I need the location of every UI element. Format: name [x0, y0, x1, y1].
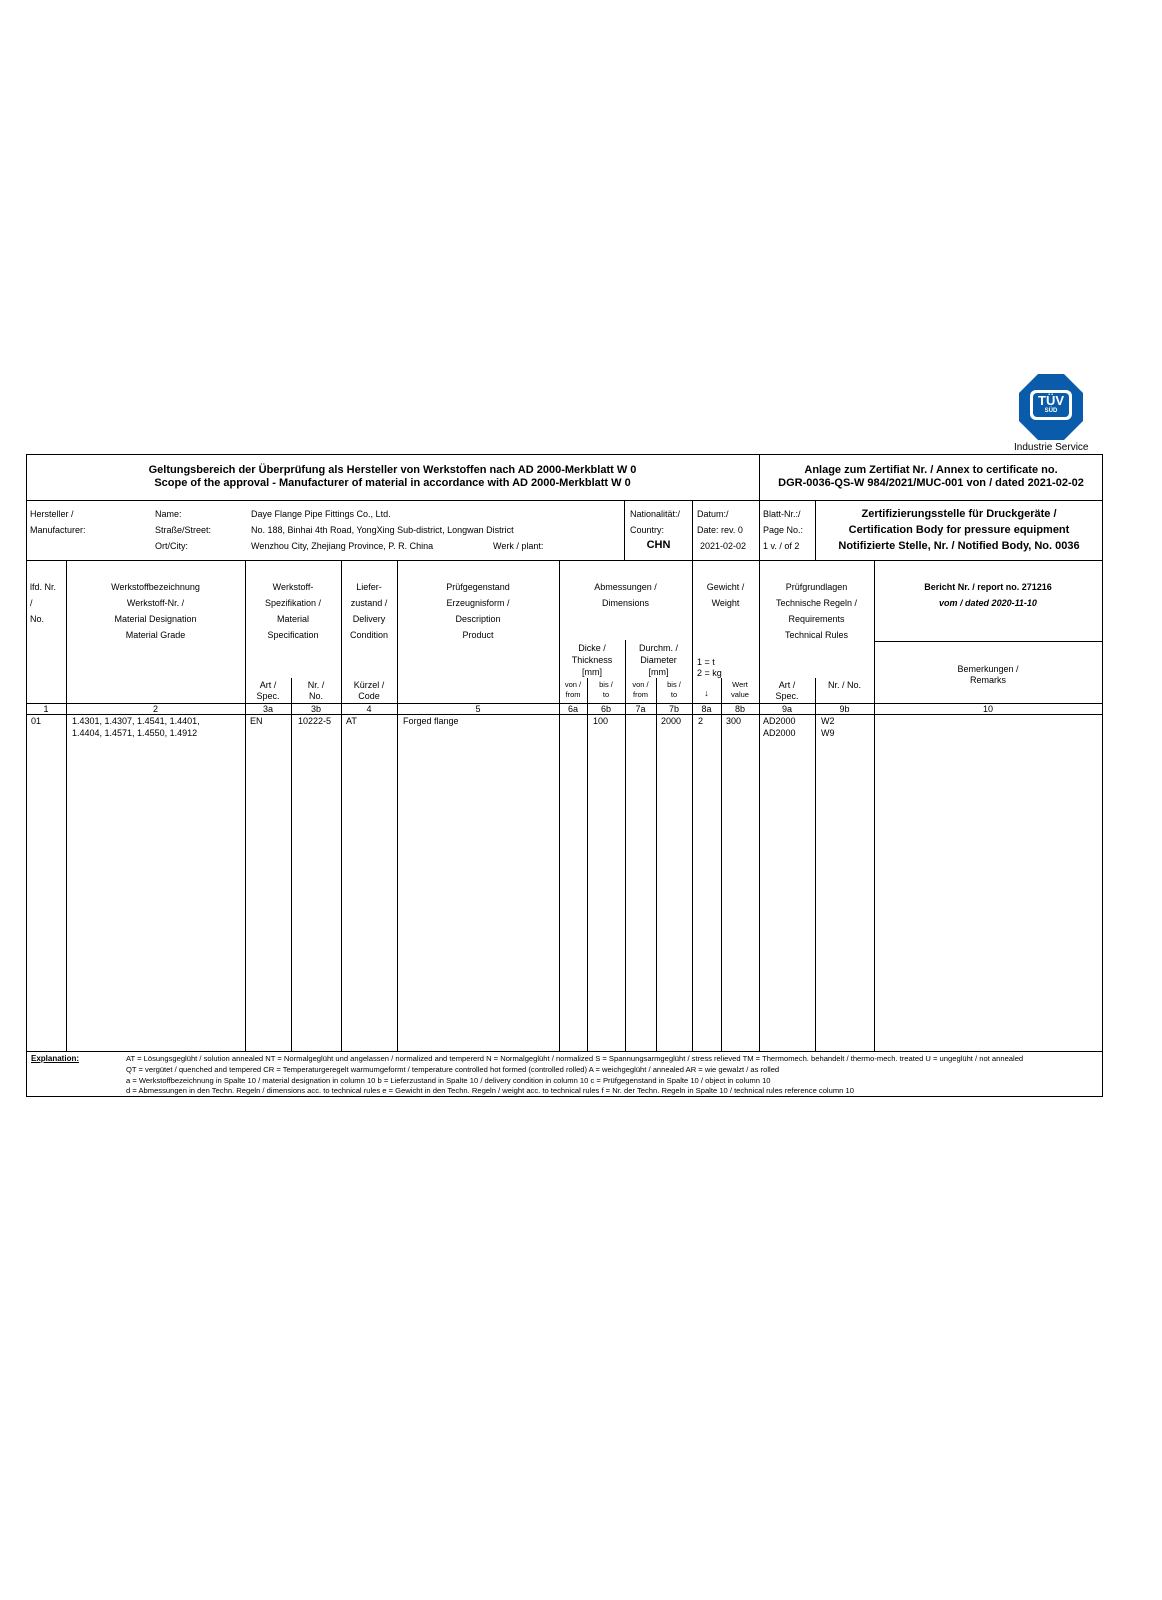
colnum-1: 1 — [43, 704, 49, 714]
remarks-header-1: Bemerkungen / — [957, 664, 1019, 674]
colnum-6b: 6b — [600, 704, 611, 714]
col9-header-3: Requirements — [788, 614, 845, 624]
cert-body-line-2: Certification Body for pressure equipment — [848, 524, 1070, 536]
colnum-3b: 3b — [310, 704, 321, 714]
col4-header-3: Delivery — [352, 614, 386, 624]
manufacturer-label-2: Manufacturer: — [30, 525, 86, 535]
col6a-from-2: from — [565, 690, 581, 699]
annex-line-2: DGR-0036-QS-W 984/2021/MUC-001 von / dated 2021-02-02 — [778, 477, 1084, 489]
colnum-3a: 3a — [262, 704, 273, 714]
col1-header-1: lfd. Nr. — [30, 582, 57, 592]
col3-header-4: Specification — [267, 630, 319, 640]
dimensions-header-2: Dimensions — [601, 598, 650, 608]
rule-number-1: W2 — [821, 716, 835, 726]
col9a-header-1: Art / — [778, 680, 796, 690]
nationality-label-2: Country: — [630, 525, 665, 535]
col4-header-4: Condition — [349, 630, 389, 640]
explanation-line-3: a = Werkstoffbezeichnung in Spalte 10 / material designation in column 10 b = Lieferzustand in Spalte 10 / delivery condition in column 10 c = Prüfgegenstand in Spalte 10 / object in column 10 — [126, 1076, 771, 1085]
colnum-2: 2 — [152, 704, 158, 714]
col3-header-2: Spezifikation / — [264, 598, 322, 608]
col6b-to-1: bis / — [599, 680, 613, 689]
col9a-header-2: Spec. — [775, 691, 799, 701]
col9-header-2: Technische Regeln / — [775, 598, 858, 608]
plant-label: Werk / plant: — [493, 541, 544, 551]
col9-header-4: Technical Rules — [784, 630, 849, 640]
tuv-logo — [1018, 373, 1084, 441]
spec-number: 10222-5 — [298, 716, 332, 726]
col5-header-3: Description — [455, 614, 501, 624]
col5-header-4: Product — [462, 630, 494, 640]
date-label-1: Datum:/ — [697, 509, 729, 519]
country-value: CHN — [646, 539, 671, 551]
explanation-label: Explanation: — [31, 1054, 80, 1063]
manufacturer-label-1: Hersteller / — [30, 509, 74, 519]
col6a-from-1: von / — [564, 680, 582, 689]
colnum-8b: 8b — [734, 704, 745, 714]
material-grades-line-1: 1.4301, 1.4307, 1.4541, 1.4401, — [72, 716, 200, 726]
manufacturer-name: Daye Flange Pipe Fittings Co., Ltd. — [251, 509, 391, 519]
col9b-header: Nr. / No. — [827, 680, 861, 690]
thickness-header-3: [mm] — [582, 667, 602, 677]
col8b-value-1: Wert — [732, 680, 748, 689]
colnum-9a: 9a — [781, 704, 792, 714]
explanation-line-1: AT = Lösungsgeglüht / solution annealed NT = Normalgeglüht und angelassen / normalized and tempererd N = Normalgeglüht / normalized S = Spannungsarmgeglüht / stress relieved TM = Thermomech. behandelt / thermo-mech. treated U = ungeglüht / not annealed — [126, 1054, 1024, 1063]
row-number: 01 — [31, 716, 42, 726]
colnum-7a: 7a — [635, 704, 646, 714]
date-value: 2021-02-02 — [700, 541, 747, 551]
diameter-header-1: Durchm. / — [638, 643, 678, 653]
diameter-header-2: Diameter — [640, 655, 677, 665]
col5-header-1: Prüfgegenstand — [446, 582, 510, 592]
col2-header-3: Material Designation — [114, 614, 197, 624]
material-grades-line-2: 1.4404, 1.4571, 1.4550, 1.4912 — [72, 728, 198, 738]
col4-sub-header-1: Kürzel / — [353, 680, 385, 690]
scope-title-de: Geltungsbereich der Überprüfung als Hersteller von Werkstoffen nach AD 2000-Merkblatt W 0 — [148, 464, 637, 476]
colnum-10: 10 — [982, 704, 993, 714]
logo-sub: SÜD — [1044, 408, 1058, 414]
col5-header-2: Erzeugnisform / — [446, 598, 510, 608]
page-label-1: Blatt-Nr.:/ — [763, 509, 801, 519]
dimensions-header-1: Abmessungen / — [594, 582, 657, 592]
spec-type: EN — [250, 716, 263, 726]
col8-header-2: Weight — [711, 598, 740, 608]
col7b-to-2: to — [670, 690, 678, 699]
nationality-label-1: Nationalität:/ — [630, 509, 681, 519]
col8-unit-1: 1 = t — [697, 657, 715, 667]
delivery-code: AT — [346, 716, 357, 726]
col4-header-1: Liefer- — [356, 582, 382, 592]
colnum-4: 4 — [366, 704, 372, 714]
rule-number-2: W9 — [821, 728, 835, 738]
col2-header-2: Werkstoff-Nr. / — [126, 598, 185, 608]
street-label: Straße/Street: — [155, 525, 212, 535]
cert-body-line-1: Zertifizierungsstelle für Druckgeräte / — [861, 508, 1057, 520]
col3-header-3: Material — [276, 614, 309, 624]
diameter-header-3: [mm] — [648, 667, 669, 677]
col8-down-arrow-icon: ↓ — [704, 688, 709, 698]
city-label: Ort/City: — [155, 541, 188, 551]
explanation-line-2: QT = vergütet / quenched and tempered CR = Temperaturgeregelt warmumgeformt / temperature controlled hot formed (controlled rolled) A = weichgeglüht / annealed AR = wie gewalzt / as rolled — [126, 1065, 780, 1074]
col9-header-1: Prüfgrundlagen — [785, 582, 848, 592]
col3b-header-2: No. — [308, 691, 323, 701]
rule-type-1: AD2000 — [763, 716, 796, 726]
colnum-9b: 9b — [839, 704, 850, 714]
scope-title-en: Scope of the approval - Manufacturer of material in accordance with AD 2000-Merkblatt W 0 — [154, 477, 631, 489]
logo-brand: TÜV — [1038, 393, 1064, 408]
col4-sub-header-2: Code — [358, 691, 380, 701]
page-value: 1 v. / of 2 — [763, 541, 800, 551]
col7b-to-1: bis / — [667, 680, 681, 689]
name-label: Name: — [155, 509, 182, 519]
col3-header-1: Werkstoff- — [272, 582, 314, 592]
product-description: Forged flange — [403, 716, 459, 726]
col4-header-2: zustand / — [350, 598, 388, 608]
col3b-header-1: Nr. / — [307, 680, 325, 690]
col7a-from-2: from — [633, 690, 648, 699]
rule-type-2: AD2000 — [763, 728, 796, 738]
date-label-2: Date: rev. 0 — [697, 525, 743, 535]
colnum-7b: 7b — [668, 704, 679, 714]
report-date: vom / dated 2020-11-10 — [939, 598, 1037, 608]
col8-unit-2: 2 = kg — [697, 668, 722, 678]
thickness-header-2: Thickness — [571, 655, 613, 665]
col6b-to-2: to — [602, 690, 610, 699]
annex-line-1: Anlage zum Zertifiat Nr. / Annex to certificate no. — [804, 464, 1058, 476]
manufacturer-city: Wenzhou City, Zhejiang Province, P. R. China — [251, 541, 434, 551]
remarks-header-2: Remarks — [969, 675, 1006, 685]
colnum-5: 5 — [475, 704, 481, 714]
explanation-line-4: d = Abmessungen in den Techn. Regeln / dimensions acc. to technical rules e = Gewicht in den Techn. Regeln / weight acc. to technical rules f = Nr. der Techn. Regeln in Spalte 10 / technical rules reference column 10 — [126, 1086, 854, 1095]
col2-header-4: Material Grade — [125, 630, 186, 640]
col3a-header-2: Spec. — [256, 691, 280, 701]
col8-header-1: Gewicht / — [706, 582, 745, 592]
diameter-to: 2000 — [661, 716, 682, 726]
col8b-value-2: value — [731, 690, 749, 699]
colnum-6a: 6a — [567, 704, 578, 714]
logo-division: Industrie Service — [1014, 442, 1089, 453]
weight-value: 300 — [726, 716, 742, 726]
col1-header-2: / — [30, 598, 33, 608]
manufacturer-street: No. 188, Binhai 4th Road, YongXing Sub-district, Longwan District — [251, 525, 514, 535]
col7a-from-1: von / — [632, 680, 649, 689]
thickness-to: 100 — [593, 716, 609, 726]
weight-unit: 2 — [698, 716, 704, 726]
col2-header-1: Werkstoffbezeichnung — [111, 582, 200, 592]
col1-header-3: No. — [30, 614, 45, 624]
col3a-header-1: Art / — [259, 680, 277, 690]
colnum-8a: 8a — [701, 704, 712, 714]
cert-body-line-3: Notifizierte Stelle, Nr. / Notified Body, No. 0036 — [838, 540, 1080, 552]
report-number: Bericht Nr. / report no. 271216 — [924, 582, 1052, 592]
thickness-header-1: Dicke / — [578, 643, 606, 653]
page-label-2: Page No.: — [763, 525, 804, 535]
